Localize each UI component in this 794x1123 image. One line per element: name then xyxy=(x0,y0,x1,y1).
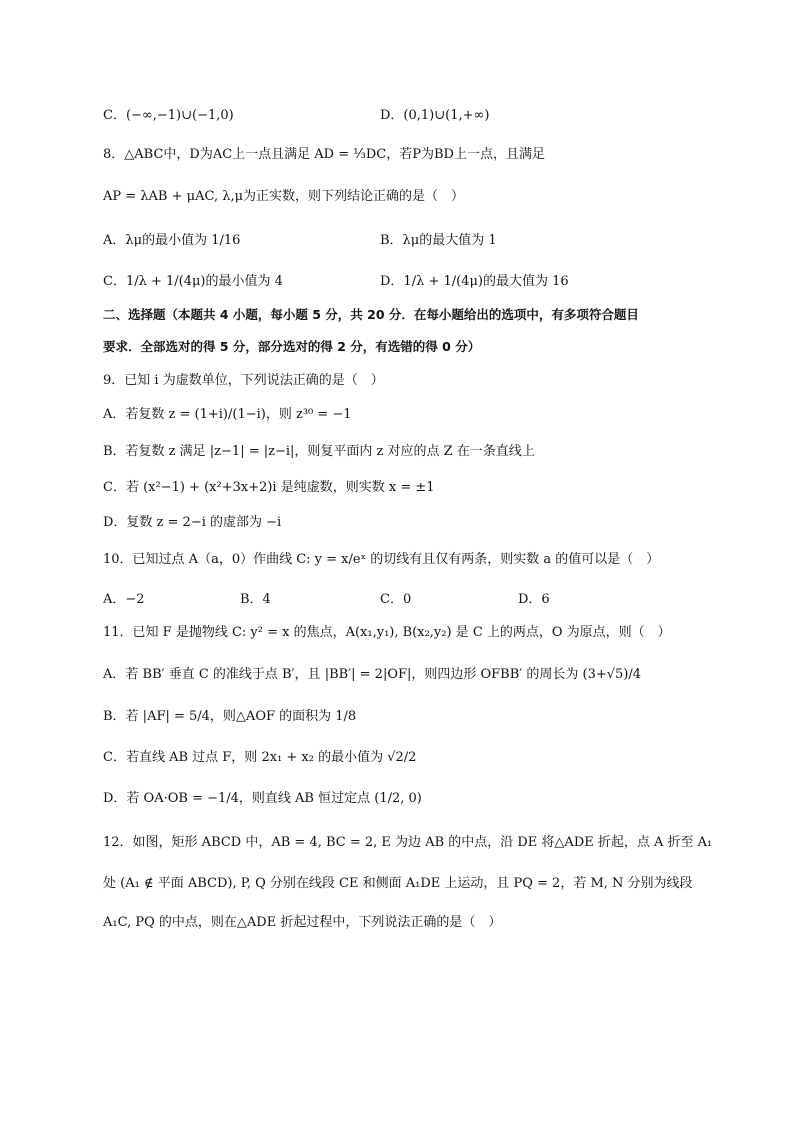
q12-stem-line2: 处 (A₁ ∉ 平面 ABCD), P, Q 分别在线段 CE 和侧面 A₁DE 上运动，且 PQ = 2，若 M, N 分别为线段 xyxy=(103,876,693,891)
q9-option-b: B．若复数 z 满足 |z−1| = |z−i|，则复平面内 z 对应的点 Z 在一条直线上 xyxy=(103,444,535,459)
q10-stem: 10．已知过点 A（a，0）作曲线 C: y = x/eˣ 的切线有且仅有两条，则实数 a 的值可以是（ ） xyxy=(103,552,660,567)
q8-option-a: A．λμ的最小值为 1/16 xyxy=(103,233,241,248)
q9-stem: 9．已知 i 为虚数单位，下列说法正确的是（ ） xyxy=(103,373,384,388)
section2-heading-line2: 要求．全部选对的得 5 分，部分选对的得 2 分，有选错的得 0 分） xyxy=(103,339,481,354)
q9-option-d: D．复数 z = 2−i 的虚部为 −i xyxy=(103,515,282,530)
q10-option-b: B．4 xyxy=(240,592,271,607)
q12-stem-line3: A₁C, PQ 的中点，则在△ADE 折起过程中，下列说法正确的是（ ） xyxy=(103,915,502,930)
q11-option-a: A．若 BB′ 垂直 C 的准线于点 B′，且 |BB′| = 2|OF|，则四边形 OFBB′ 的周长为 (3+√5)/4 xyxy=(103,667,642,682)
q11-option-c: C．若直线 AB 过点 F，则 2x₁ + x₂ 的最小值为 √2/2 xyxy=(103,750,417,765)
q10-option-a: A．−2 xyxy=(103,592,145,607)
q9-option-a: A．若复数 z = (1+i)/(1−i)，则 z³⁰ = −1 xyxy=(103,407,352,422)
q8-option-b: B．λμ的最大值为 1 xyxy=(380,233,497,248)
q11-stem: 11．已知 F 是抛物线 C: y² = x 的焦点，A(x₁,y₁), B(x₂,y₂) 是 C 上的两点，O 为原点，则（ ） xyxy=(103,625,671,640)
q8-option-d: D．1/λ + 1/(4μ)的最大值为 16 xyxy=(380,274,569,289)
q10-option-d: D．6 xyxy=(518,592,550,607)
q8-option-c: C．1/λ + 1/(4μ)的最小值为 4 xyxy=(103,274,283,289)
q7-option-d: D．(0,1)∪(1,+∞) xyxy=(380,108,490,123)
section2-heading-line1: 二、选择题（本题共 4 小题，每小题 5 分，共 20 分．在每小题给出的选项中，有多项符合题目 xyxy=(103,307,639,322)
q11-option-d: D．若 OA·OB = −1/4，则直线 AB 恒过定点 (1/2, 0) xyxy=(103,791,422,806)
q8-stem-line2: AP = λAB + μAC, λ,μ为正实数，则下列结论正确的是（ ） xyxy=(103,189,465,204)
q7-option-c: C．(−∞,−1)∪(−1,0) xyxy=(103,108,234,123)
q10-option-c: C．0 xyxy=(380,592,412,607)
q9-option-c: C．若 (x²−1) + (x²+3x+2)i 是纯虚数，则实数 x = ±1 xyxy=(103,480,435,495)
q11-option-b: B．若 |AF| = 5/4，则△AOF 的面积为 1/8 xyxy=(103,709,357,724)
q12-stem-line1: 12．如图，矩形 ABCD 中，AB = 4, BC = 2, E 为边 AB 的中点，沿 DE 将△ADE 折起，点 A 折至 A₁ xyxy=(103,835,713,850)
q8-stem-line1: 8．△ABC中，D为AC上一点且满足 AD = ⅓DC，若P为BD上一点，且满足 xyxy=(103,147,545,162)
